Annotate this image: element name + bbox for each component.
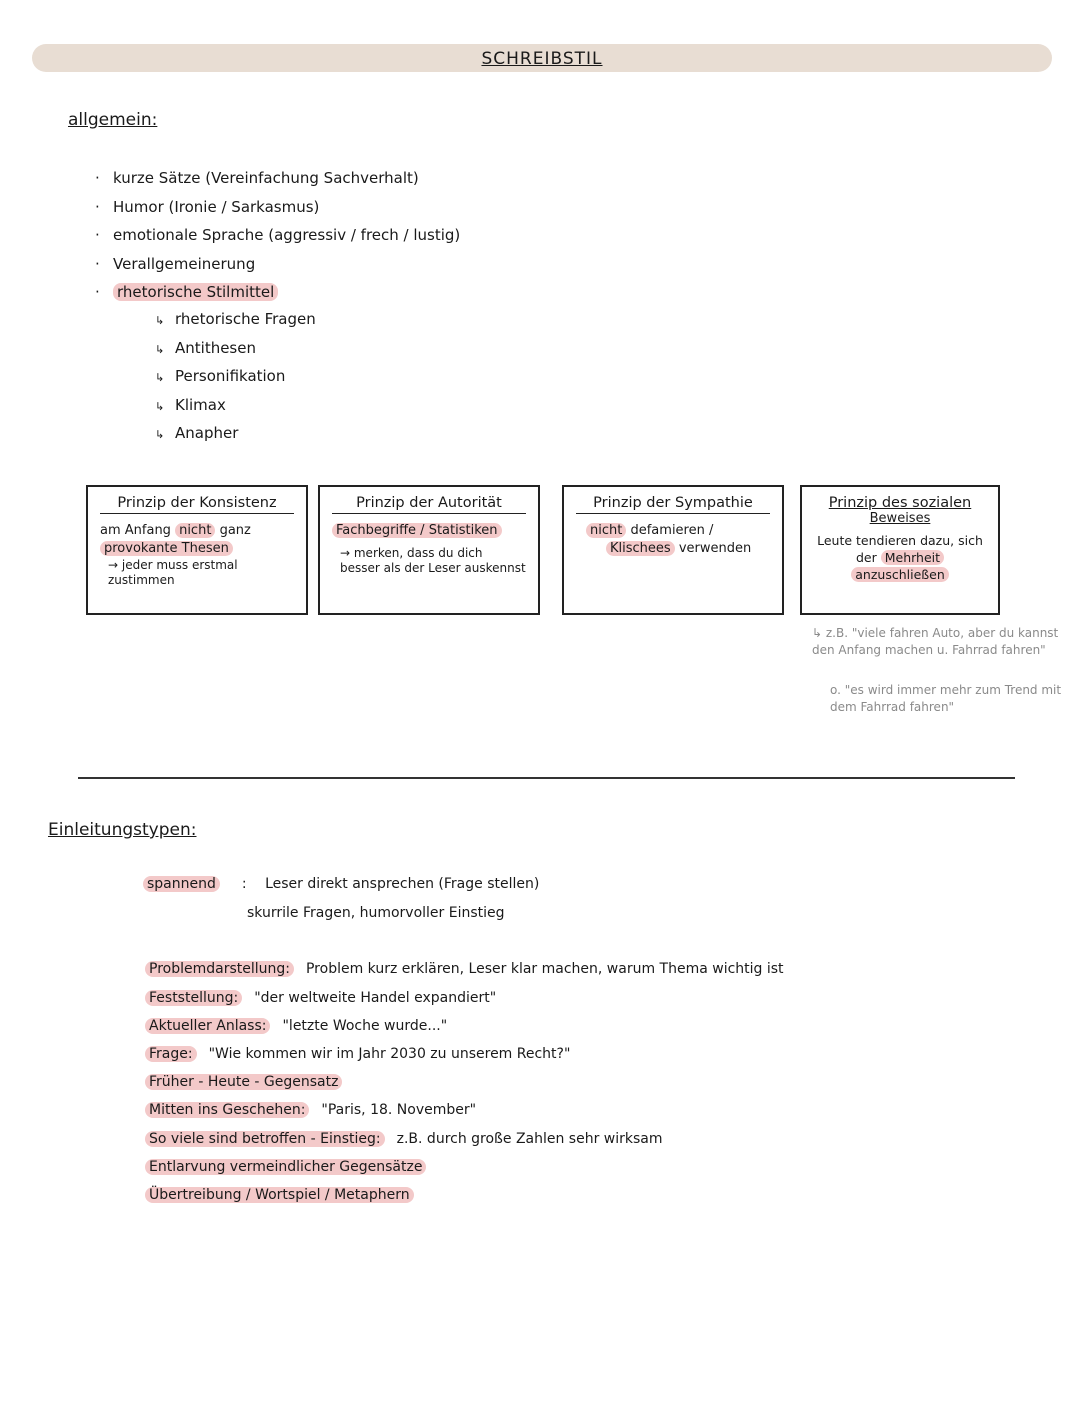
list-item: ↳ Antithesen — [155, 334, 316, 363]
stilmittel-list — [155, 305, 316, 448]
intro-spannend: spannend : Leser direkt ansprechen (Frage stellen) — [143, 876, 539, 892]
arrow-icon: ↳ — [155, 428, 165, 441]
intro-type-row: Aktueller Anlass: "letzte Woche wurde..." — [145, 1018, 447, 1034]
intro-type-row: Mitten ins Geschehen: "Paris, 18. November" — [145, 1102, 476, 1118]
list-item: ↳ rhetorische Fragen — [155, 305, 316, 334]
list-item: ↳ Anapher — [155, 419, 316, 448]
example-note: ↳ z.B. "viele fahren Auto, aber du kannst den Anfang machen u. Fahrrad fahren" — [812, 626, 1059, 657]
intro-type-row: So viele sind betroffen - Einstieg: z.B. durch große Zahlen sehr wirksam — [145, 1131, 663, 1147]
principle-box-autoritaet: Prinzip der Autorität Fachbegriffe / Statistiken → merken, dass du dich besser als der Leser auskennst — [318, 485, 540, 615]
arrow-icon: ↳ — [155, 314, 165, 327]
intro-type-row: Entlarvung vermeindlicher Gegensätze — [145, 1159, 438, 1175]
intro-type-row: Frage: "Wie kommen wir im Jahr 2030 zu unserem Recht?" — [145, 1046, 570, 1062]
general-heading: allgemein: — [68, 110, 158, 130]
principle-box-sozialer-beweis: Prinzip des sozialen Beweises Leute tendieren dazu, sich der Mehrheit anzuschließen — [800, 485, 1000, 615]
title-bar — [32, 44, 1052, 72]
arrow-icon: ↳ — [155, 371, 165, 384]
intro-type-row: Übertreibung / Wortspiel / Metaphern — [145, 1187, 426, 1203]
intro-type-row: Problemdarstellung: Problem kurz erklären, Leser klar machen, warum Thema wichtig ist — [145, 961, 784, 977]
principle-box-konsistenz: Prinzip der Konsistenz am Anfang nicht ganz provokante Thesen → jeder muss erstmal zustimmen — [86, 485, 308, 615]
list-item: · Humor (Ironie / Sarkasmus) — [95, 197, 320, 216]
list-item: · kurze Sätze (Vereinfachung Sachverhalt) — [95, 169, 419, 187]
arrow-icon: ↳ — [155, 342, 165, 356]
list-item: · emotionale Sprache (aggressiv / frech / lustig) — [95, 226, 461, 244]
list-item: · Verallgemeinerung — [95, 254, 256, 273]
intro-spannend-line: skurrile Fragen, humorvoller Einstieg — [247, 905, 505, 921]
intro-heading: Einleitungstypen: — [48, 820, 197, 840]
general-list — [95, 164, 460, 307]
page-title: SCHREIBSTIL — [481, 49, 603, 69]
list-item: · rhetorische Stilmittel — [95, 278, 460, 307]
intro-type-row: Feststellung: "der weltweite Handel expandiert" — [145, 990, 496, 1006]
list-item: ↳ Klimax — [155, 391, 316, 420]
example-note: o. "es wird immer mehr zum Trend mit dem Fahrrad fahren" — [830, 683, 1062, 714]
divider — [78, 777, 1015, 779]
arrow-icon: ↳ — [155, 399, 165, 413]
principle-box-sympathie: Prinzip der Sympathie nicht defamieren / Klischees verwenden — [562, 485, 784, 615]
list-item: ↳ Personifikation — [155, 362, 316, 391]
intro-type-row: Früher - Heute - Gegensatz — [145, 1074, 354, 1090]
